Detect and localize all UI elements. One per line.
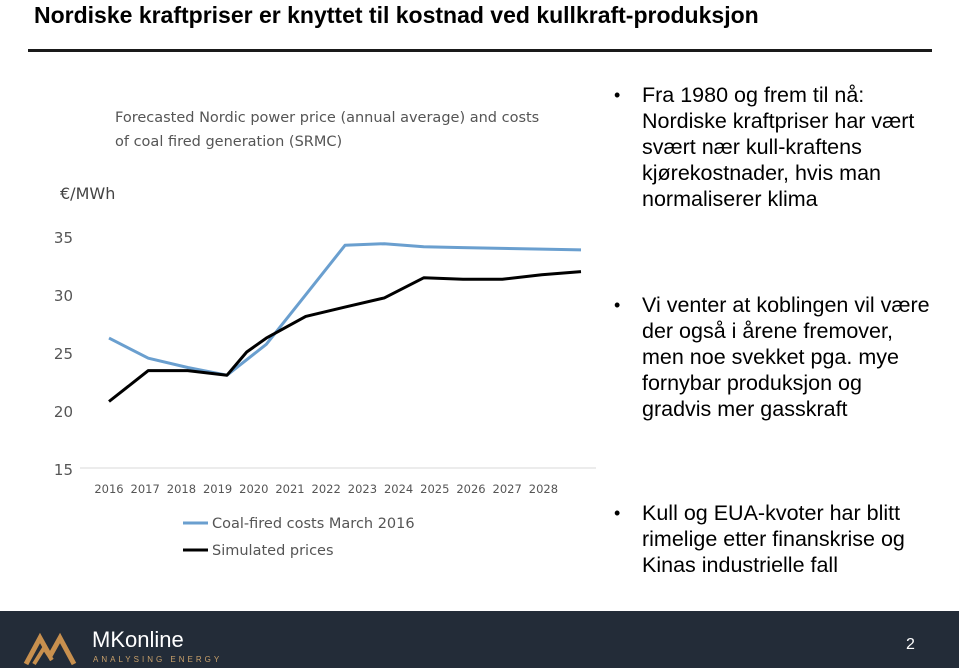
bullet-dot-icon: • — [614, 295, 621, 315]
bullet-text: Kull og EUA-kvoter har blitt rimelige etter finanskrise og Kinas industrielle fall — [642, 501, 905, 577]
x-tick-label: 2025 — [420, 482, 450, 496]
legend-label: Simulated prices — [212, 543, 334, 559]
x-tick-label: 2017 — [130, 482, 160, 496]
brand-tagline: ANALYSING ENERGY — [93, 655, 223, 664]
x-tick-label: 2023 — [347, 482, 378, 496]
mkonline-logo-icon — [22, 626, 82, 666]
chart-title-line: Forecasted Nordic power price (annual average) and costs — [115, 110, 540, 126]
x-tick-label: 2028 — [528, 482, 559, 496]
y-axis-ticks — [54, 229, 73, 479]
chart-title-line: of coal fired generation (SRMC) — [115, 134, 343, 150]
bullet-dot-icon: • — [614, 503, 621, 523]
legend-label: Coal-fired costs March 2016 — [212, 516, 415, 532]
y-tick-label: 30 — [53, 287, 73, 305]
y-tick-label: 35 — [53, 229, 73, 247]
bullet-item — [614, 292, 934, 422]
series-line — [109, 272, 581, 402]
chart-title — [115, 110, 539, 150]
series-lines — [109, 244, 581, 402]
bullet-text: Vi venter at koblingen vil være der også i årene fremover, men noe svekket pga. mye fornybar produksjon og gradvis mer gasskraft — [642, 293, 930, 421]
x-tick-label: 2022 — [311, 482, 341, 496]
x-tick-label: 2020 — [239, 482, 269, 496]
x-tick-label: 2024 — [383, 482, 414, 496]
x-tick-label: 2018 — [166, 482, 197, 496]
y-axis-label: €/MWh — [60, 184, 116, 203]
legend — [183, 516, 415, 559]
page-number: 2 — [906, 636, 915, 653]
bullet-dot-icon: • — [614, 85, 621, 105]
x-tick-label: 2019 — [202, 482, 233, 496]
y-tick-label: 15 — [53, 461, 73, 479]
bullet-item — [614, 500, 934, 578]
x-tick-label: 2026 — [456, 482, 486, 496]
title-divider — [28, 49, 932, 52]
x-tick-label: 2016 — [94, 482, 124, 496]
y-tick-label: 20 — [53, 403, 73, 421]
series-line — [109, 244, 581, 376]
slide-title: Nordiske kraftpriser er knyttet til kostnad ved kullkraft-produksjon — [34, 2, 759, 28]
x-tick-label: 2027 — [492, 482, 522, 496]
x-axis-ticks — [94, 482, 558, 496]
bullet-item — [614, 82, 934, 212]
bullet-text: Fra 1980 og frem til nå: Nordiske kraftpriser har vært svært nær kull-kraftens kjørekostnader, hvis man normaliserer klima — [642, 83, 915, 211]
y-tick-label: 25 — [53, 345, 73, 363]
brand-name: MKonline — [92, 627, 184, 652]
x-tick-label: 2021 — [275, 482, 305, 496]
line-chart — [0, 60, 600, 580]
